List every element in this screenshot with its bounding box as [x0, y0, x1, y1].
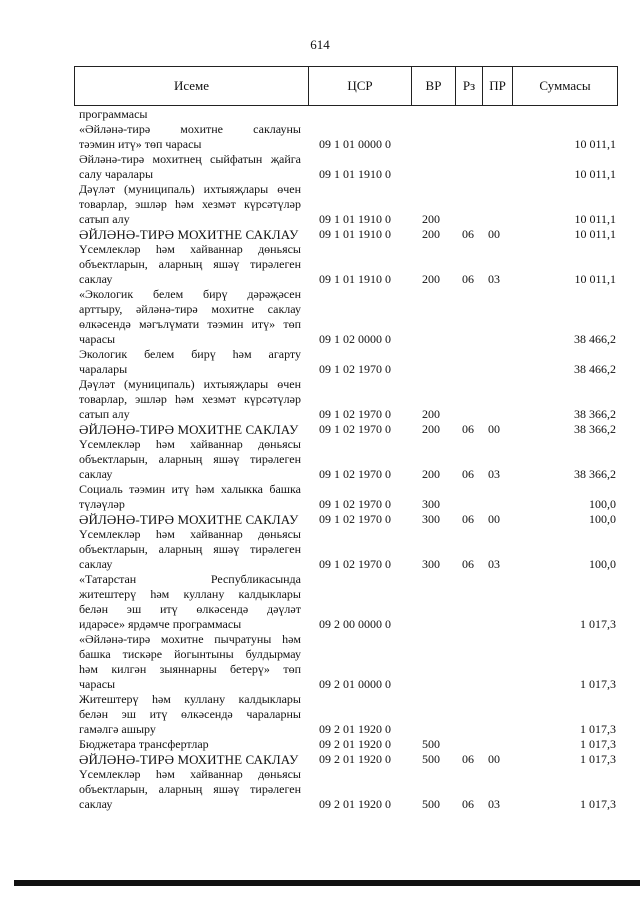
- row-name-line: программасы: [79, 107, 148, 121]
- table-row: [79, 527, 619, 572]
- row-name-line: Үсемлекләр һәм хайваннар дөньясы: [79, 767, 301, 781]
- row-name: [79, 152, 301, 182]
- row-sum: 10 011,1: [574, 137, 616, 151]
- row-name-line: сатып алу: [79, 212, 130, 226]
- row-rz: 06: [462, 272, 474, 286]
- table-row: [79, 377, 619, 422]
- row-vr: 200: [422, 407, 440, 421]
- row-name-line: белән эш итү өлкәсендә дәүләт: [79, 602, 301, 616]
- row-name-line: салу чаралары: [79, 167, 154, 181]
- row-name: [79, 422, 301, 437]
- row-name: [79, 242, 301, 287]
- row-name-line: чарасы: [79, 677, 116, 691]
- row-name-line: Экологик белем бирү һәм агарту: [79, 347, 301, 361]
- row-vr: 500: [422, 752, 440, 766]
- row-csr: 09 2 00 0000 0: [319, 617, 391, 631]
- row-sum: 38 366,2: [574, 467, 616, 481]
- row-name-line: объектларын, аларның яшәү тирәлеген: [79, 542, 301, 556]
- table-row: [79, 287, 619, 347]
- row-rz: 06: [462, 557, 474, 571]
- row-rz: 06: [462, 227, 474, 241]
- header-name: Исеме: [75, 67, 309, 105]
- table-row: [79, 692, 619, 737]
- row-sum: 1 017,3: [580, 677, 616, 691]
- row-pr: 00: [488, 512, 500, 526]
- header-rz: Рз: [456, 67, 483, 105]
- row-name: [79, 377, 301, 422]
- row-name-line: чаралары: [79, 362, 128, 376]
- row-name: [79, 632, 301, 692]
- row-name-line: өлкәсендә мәгълүмати тәэмин итү» төп: [79, 317, 301, 331]
- header-vr: ВР: [412, 67, 456, 105]
- row-sum: 10 011,1: [574, 212, 616, 226]
- row-pr: 00: [488, 752, 500, 766]
- header-pr: ПР: [483, 67, 513, 105]
- row-vr: 200: [422, 212, 440, 226]
- row-pr: 03: [488, 797, 500, 811]
- row-sum: 100,0: [589, 497, 616, 511]
- row-csr: 09 1 02 1970 0: [319, 497, 391, 511]
- row-sum: 10 011,1: [574, 272, 616, 286]
- row-csr: 09 1 02 1970 0: [319, 467, 391, 481]
- row-sum: 1 017,3: [580, 752, 616, 766]
- row-sum: 100,0: [589, 512, 616, 526]
- row-name-line: Житештерү һәм куллану калдыклары: [79, 692, 301, 706]
- row-csr: 09 2 01 0000 0: [319, 677, 391, 691]
- row-name-line: сатып алу: [79, 407, 130, 421]
- row-sum: 10 011,1: [574, 227, 616, 241]
- row-pr: 03: [488, 557, 500, 571]
- row-sum: 1 017,3: [580, 797, 616, 811]
- row-csr: 09 1 01 1910 0: [319, 227, 391, 241]
- row-name-line: идарәсе» ярдәмче программасы: [79, 617, 242, 631]
- row-name: [79, 572, 301, 632]
- row-name-line: объектларын, аларның яшәү тирәлеген: [79, 452, 301, 466]
- row-name: [79, 122, 301, 152]
- row-vr: 200: [422, 467, 440, 481]
- row-pr: 03: [488, 467, 500, 481]
- row-pr: 03: [488, 272, 500, 286]
- table-row: [79, 227, 619, 242]
- row-name-line: Дәүләт (муниципаль) ихтыяҗлары өчен: [79, 377, 301, 391]
- row-vr: 500: [422, 797, 440, 811]
- row-pr: 00: [488, 422, 500, 436]
- row-sum: 1 017,3: [580, 617, 616, 631]
- row-rz: 06: [462, 797, 474, 811]
- table-row: [79, 152, 619, 182]
- row-name-line: белән эш итү өлкәсендә чараларны: [79, 707, 301, 721]
- row-csr: 09 1 01 1910 0: [319, 167, 391, 181]
- row-name-line: ӘЙЛӘНӘ-ТИРӘ МОХИТНЕ САКЛАУ: [79, 227, 299, 242]
- row-name-line: ӘЙЛӘНӘ-ТИРӘ МОХИТНЕ САКЛАУ: [79, 512, 299, 527]
- row-sum: 10 011,1: [574, 167, 616, 181]
- row-csr: 09 2 01 1920 0: [319, 722, 391, 736]
- row-vr: 500: [422, 737, 440, 751]
- row-rz: 06: [462, 422, 474, 436]
- row-name-line: Дәүләт (муниципаль) ихтыяҗлары өчен: [79, 182, 301, 196]
- row-name: [79, 512, 301, 527]
- row-name-line: гамәлгә ашыру: [79, 722, 156, 736]
- row-csr: 09 1 01 0000 0: [319, 137, 391, 151]
- row-name-line: саклау: [79, 557, 113, 571]
- row-name: [79, 227, 301, 242]
- row-sum: 38 366,2: [574, 422, 616, 436]
- row-name: [79, 347, 301, 377]
- row-name: [79, 437, 301, 482]
- row-sum: 38 466,2: [574, 332, 616, 346]
- row-sum: 38 366,2: [574, 407, 616, 421]
- table-row: [79, 422, 619, 437]
- row-rz: 06: [462, 467, 474, 481]
- table-body: [79, 107, 619, 812]
- row-csr: 09 1 02 1970 0: [319, 557, 391, 571]
- row-name: [79, 767, 301, 812]
- row-sum: 100,0: [589, 557, 616, 571]
- row-vr: 300: [422, 557, 440, 571]
- row-name-line: объектларын, аларның яшәү тирәлеген: [79, 782, 301, 796]
- row-rz: 06: [462, 752, 474, 766]
- row-sum: 38 466,2: [574, 362, 616, 376]
- row-name-line: объектларын, аларның яшәү тирәлеген: [79, 257, 301, 271]
- table-row: [79, 122, 619, 152]
- row-sum: 1 017,3: [580, 722, 616, 736]
- row-csr: 09 2 01 1920 0: [319, 797, 391, 811]
- row-name-line: башка тискәре йогынтыны булдырмау: [79, 647, 301, 661]
- row-csr: 09 1 01 1910 0: [319, 272, 391, 286]
- row-name-line: «Әйләнә-тирә мохитне саклауны: [79, 122, 301, 136]
- row-name-line: «Экологик белем бирү дәрәҗәсен: [79, 287, 301, 301]
- row-name: [79, 752, 301, 767]
- row-vr: 200: [422, 227, 440, 241]
- header-csr: ЦСР: [309, 67, 412, 105]
- row-name-line: Бюджетара трансфертлар: [79, 737, 209, 751]
- scan-edge-bar: [14, 880, 640, 886]
- row-name-line: һәм килгән зыяннарны бетерү» төп: [79, 662, 301, 676]
- table-row: [79, 182, 619, 227]
- row-name: [79, 107, 301, 122]
- row-csr: 09 1 02 1970 0: [319, 422, 391, 436]
- row-name: [79, 527, 301, 572]
- row-name-line: тәэмин итү» төп чарасы: [79, 137, 202, 151]
- row-csr: 09 1 02 1970 0: [319, 407, 391, 421]
- row-vr: 300: [422, 497, 440, 511]
- row-name: [79, 482, 301, 512]
- row-name-line: Үсемлекләр һәм хайваннар дөньясы: [79, 437, 301, 451]
- table-row: [79, 242, 619, 287]
- table-row: [79, 347, 619, 377]
- row-name-line: саклау: [79, 467, 113, 481]
- row-pr: 00: [488, 227, 500, 241]
- table-row: [79, 632, 619, 692]
- table-header: [74, 66, 618, 106]
- table-row: [79, 767, 619, 812]
- row-csr: 09 1 02 1970 0: [319, 362, 391, 376]
- table-row: [79, 752, 619, 767]
- row-csr: 09 2 01 1920 0: [319, 737, 391, 751]
- row-name-line: Әйләнә-тирә мохитнең сыйфатын җайга: [79, 152, 301, 166]
- row-name-line: «Әйләнә-тирә мохитне пычратуны һәм: [79, 632, 301, 646]
- table-row: [79, 482, 619, 512]
- table-row: [79, 512, 619, 527]
- row-name-line: чарасы: [79, 332, 116, 346]
- row-name-line: Үсемлекләр һәм хайваннар дөньясы: [79, 242, 301, 256]
- row-name-line: ӘЙЛӘНӘ-ТИРӘ МОХИТНЕ САКЛАУ: [79, 752, 299, 767]
- row-csr: 09 2 01 1920 0: [319, 752, 391, 766]
- row-name: [79, 182, 301, 227]
- table-row: [79, 737, 619, 752]
- row-name-line: товарлар, эшләр һәм хезмәт күрсәтүләр: [79, 197, 301, 211]
- row-name-line: «Татарстан Республикасында: [79, 572, 301, 586]
- page-number: 614: [310, 37, 330, 52]
- row-name-line: Үсемлекләр һәм хайваннар дөньясы: [79, 527, 301, 541]
- row-name-line: ӘЙЛӘНӘ-ТИРӘ МОХИТНЕ САКЛАУ: [79, 422, 299, 437]
- table-row: [79, 107, 619, 122]
- row-name-line: товарлар, эшләр һәм хезмәт күрсәтүләр: [79, 392, 301, 406]
- row-sum: 1 017,3: [580, 737, 616, 751]
- row-csr: 09 1 01 1910 0: [319, 212, 391, 226]
- row-name: [79, 737, 301, 752]
- row-rz: 06: [462, 512, 474, 526]
- row-csr: 09 1 02 0000 0: [319, 332, 391, 346]
- header-sum: Суммасы: [539, 78, 591, 93]
- row-name-line: түләүләр: [79, 497, 125, 511]
- row-name-line: саклау: [79, 272, 113, 286]
- row-vr: 300: [422, 512, 440, 526]
- row-name-line: арттыру, әйләнә-тирә мохитне саклау: [79, 302, 301, 316]
- row-name: [79, 287, 301, 347]
- row-name-line: саклау: [79, 797, 113, 811]
- row-name: [79, 692, 301, 737]
- row-csr: 09 1 02 1970 0: [319, 512, 391, 526]
- row-name-line: Социаль тәэмин итү һәм халыкка башка: [79, 482, 301, 496]
- table-row: [79, 572, 619, 632]
- table-row: [79, 437, 619, 482]
- row-vr: 200: [422, 272, 440, 286]
- row-name-line: житештерү һәм куллану калдыклары: [79, 587, 301, 601]
- row-vr: 200: [422, 422, 440, 436]
